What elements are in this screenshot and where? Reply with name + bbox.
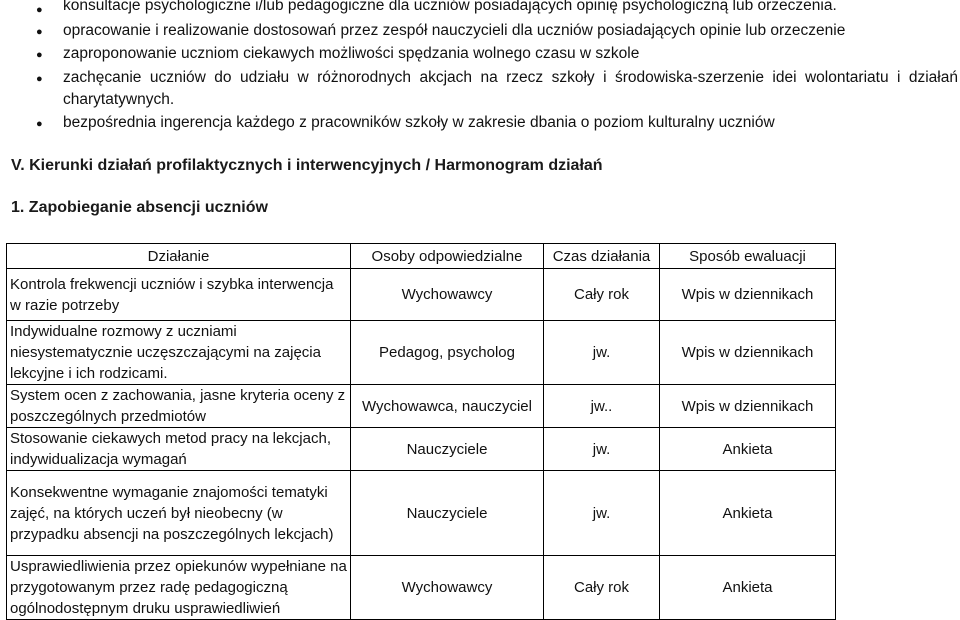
list-item-text: zachęcanie uczniów do udziału w różnorodnych akcjach na rzecz szkoły i środowiska-szerzenie idei wolontariatu i działań [63, 69, 958, 86]
cell-evaluation: Ankieta [660, 556, 836, 620]
cell-time: jw. [544, 428, 660, 471]
bullet-icon: ● [36, 49, 43, 61]
cell-evaluation: Wpis w dziennikach [660, 321, 836, 385]
bullet-icon: ● [36, 26, 43, 38]
list-item-text-continued: charytatywnych. [63, 91, 175, 108]
bullet-icon: ● [36, 4, 43, 16]
column-header-evaluation: Sposób ewaluacji [660, 244, 836, 269]
list-item-text: bezpośrednia ingerencja każdego z pracowników szkoły w zakresie dbania o poziom kulturalny uczniów [63, 114, 775, 131]
cell-evaluation: Ankieta [660, 428, 836, 471]
cell-evaluation: Wpis w dziennikach [660, 385, 836, 428]
table-row [7, 385, 836, 428]
cell-evaluation: Ankieta [660, 471, 836, 556]
table-row [7, 321, 836, 385]
cell-action: Usprawiedliwienia przez opiekunów wypełniane na przygotowanym przez radę pedagogiczną ogólnodostępnym druku usprawiedliwień [7, 556, 351, 620]
cell-responsible: Wychowawcy [351, 269, 544, 321]
cell-time: Cały rok [544, 556, 660, 620]
bullet-icon: ● [36, 118, 43, 130]
cell-action: Stosowanie ciekawych metod pracy na lekcjach, indywidualizacja wymagań [7, 428, 351, 471]
column-header-time: Czas działania [544, 244, 660, 269]
cell-time: jw.. [544, 385, 660, 428]
cell-time: jw. [544, 321, 660, 385]
table-row [7, 269, 836, 321]
list-item-text: zaproponowanie uczniom ciekawych możliwości spędzania wolnego czasu w szkole [63, 45, 640, 62]
column-header-action: Działanie [7, 244, 351, 269]
cell-time: Cały rok [544, 269, 660, 321]
cell-responsible: Wychowawca, nauczyciel [351, 385, 544, 428]
table-row [7, 428, 836, 471]
cell-action: System ocen z zachowania, jasne kryteria oceny z poszczególnych przedmiotów [7, 385, 351, 428]
section-heading: V. Kierunki działań profilaktycznych i interwencyjnych / Harmonogram działań [11, 157, 603, 174]
cell-action: Kontrola frekwencji uczniów i szybka interwencja w razie potrzeby [7, 269, 351, 321]
cell-action: Konsekwentne wymaganie znajomości tematyki zajęć, na których uczeń był nieobecny (w przypadku absencji na poszczególnych lekcjach) [7, 471, 351, 556]
column-header-responsible: Osoby odpowiedzialne [351, 244, 544, 269]
cell-responsible: Nauczyciele [351, 471, 544, 556]
table-row [7, 471, 836, 556]
cell-time: jw. [544, 471, 660, 556]
cell-responsible: Nauczyciele [351, 428, 544, 471]
list-item-text: konsultacje psychologiczne i/lub pedagogiczne dla uczniów posiadających opinię psychologiczną lub orzeczenia. [63, 0, 837, 14]
table-header-row [7, 244, 836, 269]
cell-responsible: Wychowawcy [351, 556, 544, 620]
schedule-table [6, 243, 836, 620]
subsection-heading: 1. Zapobieganie absencji uczniów [11, 199, 268, 216]
table-row [7, 556, 836, 620]
cell-evaluation: Wpis w dziennikach [660, 269, 836, 321]
bullet-icon: ● [36, 73, 43, 85]
cell-responsible: Pedagog, psycholog [351, 321, 544, 385]
cell-action: Indywidualne rozmowy z uczniami niesystematycznie uczęszczającymi na zajęcia lekcyjne i ich rodzicami. [7, 321, 351, 385]
list-item-text: opracowanie i realizowanie dostosowań przez zespół nauczycieli dla uczniów posiadających opinie lub orzeczenie [63, 22, 846, 39]
